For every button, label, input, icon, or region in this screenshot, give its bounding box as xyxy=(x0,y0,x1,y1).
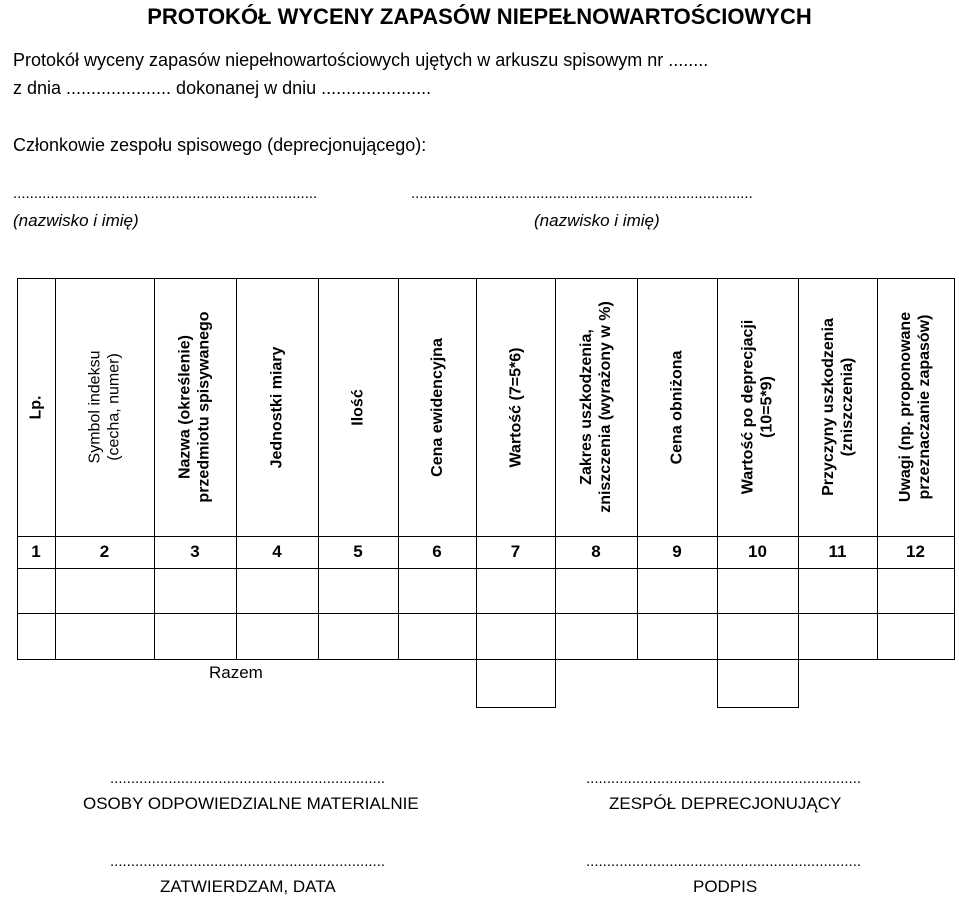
total-label: Razem xyxy=(209,663,263,682)
header-label: Uwagi (np. proponowane przeznaczanie zapasów) xyxy=(897,311,934,503)
numbers-row-border xyxy=(17,568,955,569)
intro-line-2: z dnia ..................... dokonanej w dniu ...................... xyxy=(13,78,432,98)
page-title: PROTOKÓŁ WYCENY ZAPASÓW NIEPEŁNOWARTOŚCIOWYCH xyxy=(147,4,812,29)
data-row-1-border xyxy=(17,613,955,614)
valuation-table xyxy=(17,278,955,660)
signature-dots-top-right[interactable]: .................................................................. xyxy=(586,770,862,787)
col-number: 10 xyxy=(748,542,767,561)
members-label: Członkowie zespołu spisowego (deprecjonującego): xyxy=(13,135,427,155)
header-label: Cena obniżona xyxy=(668,350,686,464)
header-label: Ilość xyxy=(349,388,367,426)
header-cell-symbol xyxy=(55,278,154,536)
header-label: Nazwa (określenie) przedmiotu spisywanego xyxy=(177,311,214,503)
header-label: Wartość (7=5*6) xyxy=(507,347,524,467)
header-cell-damage xyxy=(555,278,637,536)
header-label: Przyczyny uszkodzenia (zniszczenia) xyxy=(819,318,856,496)
col-number: 11 xyxy=(828,542,847,561)
header-label: Symbol indeksu (cecha, numer) xyxy=(86,350,123,464)
col-number: 8 xyxy=(591,542,601,561)
header-cell-price xyxy=(398,278,476,536)
signature-label-bottom-left: ZATWIERDZAM, DATA xyxy=(160,877,336,896)
signature-label-top-left: OSOBY ODPOWIEDZIALNE MATERIALNIE xyxy=(83,794,419,813)
member-dots-left[interactable]: ......................................................................... xyxy=(13,185,318,202)
header-cell-notes xyxy=(877,278,954,536)
member-caption-left: (nazwisko i imię) xyxy=(13,211,139,230)
header-cell-lp xyxy=(17,278,55,536)
header-cell-value xyxy=(476,278,555,536)
col-number: 4 xyxy=(272,542,282,561)
col-number: 5 xyxy=(353,542,363,561)
header-label: Jednostki miary xyxy=(268,346,286,468)
header-cell-reduced-price xyxy=(637,278,717,536)
col-number: 9 xyxy=(672,542,682,561)
col-number: 12 xyxy=(906,542,925,561)
member-caption-right: (nazwisko i imię) xyxy=(534,211,660,230)
signature-label-top-right: ZESPÓŁ DEPRECJONUJĄCY xyxy=(609,794,842,813)
header-cell-quantity xyxy=(318,278,398,536)
total-value-after-cell[interactable] xyxy=(717,659,799,708)
header-cell-unit xyxy=(236,278,318,536)
col-border-12 xyxy=(954,278,955,660)
intro-line-1: Protokół wyceny zapasów niepełnowartościowych ujętych w arkuszu spisowym nr ........ xyxy=(13,50,709,70)
signature-dots-top-left[interactable]: .................................................................. xyxy=(110,770,386,787)
header-label: Wartość po deprecjacji (10=5*9) xyxy=(739,319,776,495)
col-number: 3 xyxy=(190,542,200,561)
signature-label-bottom-right: PODPIS xyxy=(693,877,758,896)
col-number: 2 xyxy=(99,542,110,561)
header-label: Cena ewidencyjna xyxy=(428,337,446,477)
header-cell-reasons xyxy=(798,278,877,536)
signature-dots-bottom-right[interactable]: .................................................................. xyxy=(586,853,862,870)
header-label: Zakres uszkodzenia, zniszczenia (wyrażony w %) xyxy=(578,301,615,513)
signature-dots-bottom-left[interactable]: .................................................................. xyxy=(110,853,386,870)
col-number: 1 xyxy=(31,542,41,561)
member-dots-right[interactable]: .................................................................................. xyxy=(411,185,753,202)
col-number: 7 xyxy=(510,542,521,561)
header-cell-value-after xyxy=(717,278,798,536)
total-value-cell[interactable] xyxy=(476,659,556,708)
header-cell-name xyxy=(154,278,236,536)
col-number: 6 xyxy=(432,542,442,561)
header-label: Lp. xyxy=(27,395,45,419)
